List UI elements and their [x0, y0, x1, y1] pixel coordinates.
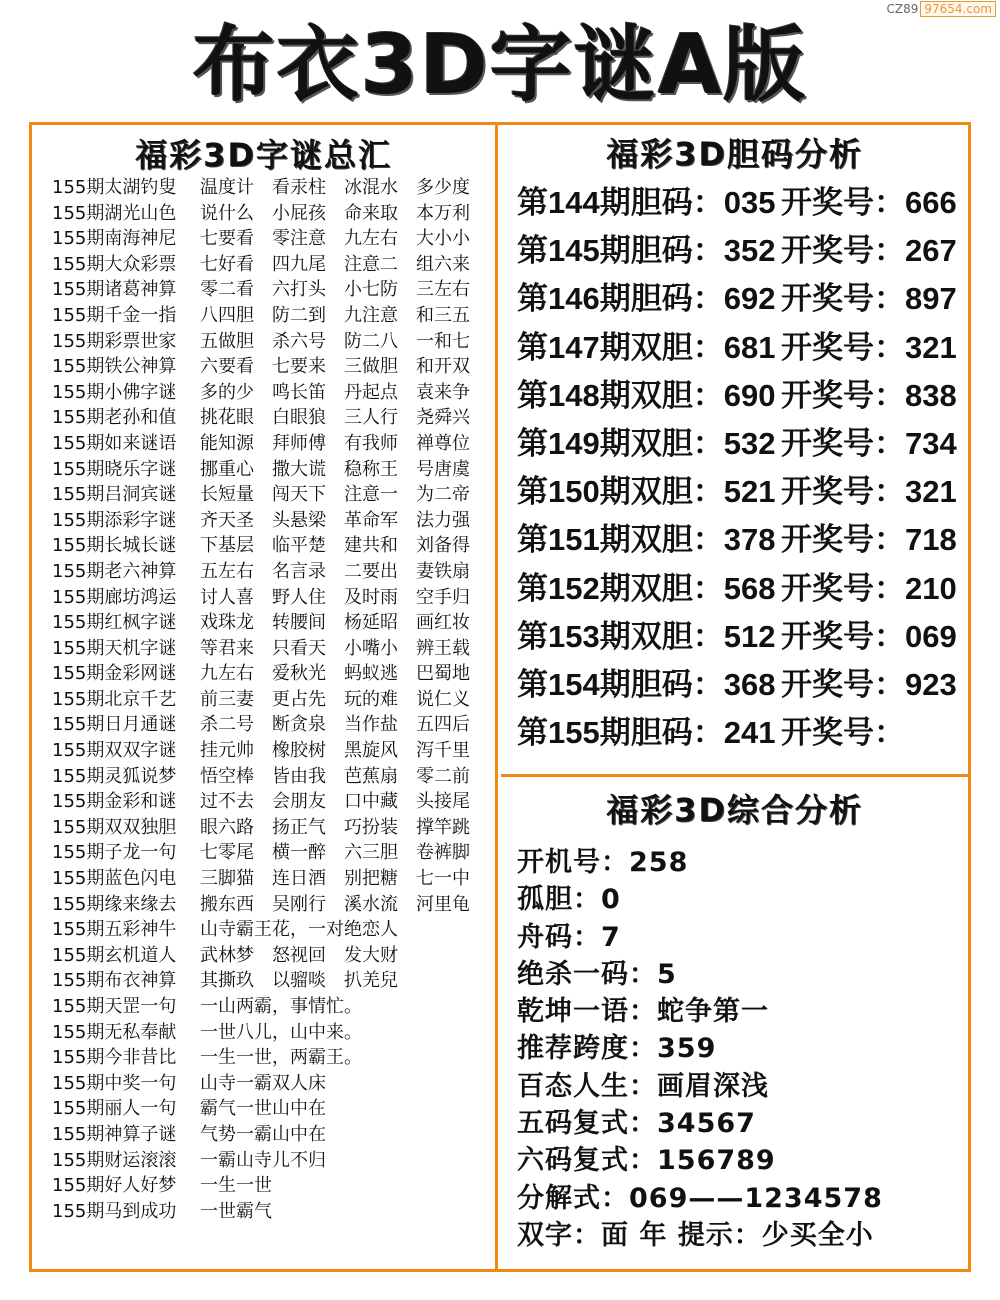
riddle-clue: 尧舜兴 — [416, 407, 470, 429]
riddle-clue: 袁来争 — [416, 381, 470, 403]
riddle-source: 155期大众彩票 — [52, 253, 177, 275]
riddle-clue: 说仁义 — [416, 688, 470, 710]
riddle-clue: 小屁孩 — [272, 202, 326, 224]
riddle-clue: 五左右 — [200, 560, 254, 582]
riddle-row — [52, 1122, 492, 1148]
riddle-clue: 头接尾 — [416, 791, 470, 813]
riddle-clue: 霸气一世山中在 — [200, 1098, 326, 1120]
riddle-clue: 名言录 — [272, 560, 326, 582]
riddle-clue: 闯天下 — [272, 484, 326, 506]
riddle-source: 155期灵狐说梦 — [52, 765, 177, 787]
info-row: 五码复式：34567 — [517, 1108, 756, 1140]
riddle-clue: 温度计 — [200, 177, 254, 198]
riddle-clue: 更占先 — [272, 688, 326, 710]
dan-code: 第149期双胆：532 — [517, 425, 776, 461]
riddle-row — [52, 175, 492, 201]
riddle-row — [52, 252, 492, 278]
riddle-source: 155期中奖一句 — [52, 1072, 177, 1094]
riddle-clue: 野人住 — [272, 586, 326, 608]
riddle-clue: 画红妆 — [416, 612, 470, 634]
riddle-source: 155期老六神算 — [52, 560, 177, 582]
riddle-clue: 断贪泉 — [272, 714, 326, 736]
riddle-source: 155期湖光山色 — [52, 202, 177, 224]
riddle-row — [52, 661, 492, 687]
riddle-clue: 三脚猫 — [200, 868, 254, 890]
dan-code: 第154期胆码：368 — [517, 666, 776, 702]
riddle-row — [52, 738, 492, 764]
riddle-clue: 扒羌兒 — [344, 970, 398, 992]
riddle-row — [52, 1199, 492, 1225]
dan-code: 第153期双胆：512 — [517, 618, 776, 654]
riddle-clue: 口中藏 — [344, 791, 398, 813]
info-row: 舟码：7 — [517, 921, 621, 953]
riddle-row — [52, 1020, 492, 1046]
riddle-clue: 河里龟 — [416, 893, 470, 915]
riddle-clue: 六打头 — [272, 279, 326, 301]
info-row: 开机号：258 — [517, 847, 689, 878]
riddle-row — [52, 1045, 492, 1071]
riddle-clue: 防二八 — [344, 330, 398, 352]
draw-number: 开奖号：267 — [781, 233, 957, 269]
riddle-source: 155期诸葛神算 — [52, 279, 177, 301]
riddle-row — [52, 968, 492, 994]
dan-code: 第150期双胆：521 — [517, 474, 776, 510]
riddle-clue: 冰混水 — [344, 177, 398, 198]
riddle-source: 155期南海神尼 — [52, 228, 177, 250]
riddle-row — [52, 482, 492, 508]
riddle-clue: 会朋友 — [272, 791, 326, 813]
watermark — [887, 2, 997, 16]
draw-number: 开奖号：069 — [781, 618, 957, 654]
riddle-clue: 七好看 — [200, 253, 254, 275]
riddle-clue: 山寺一霸双人床 — [200, 1072, 326, 1094]
riddle-clue: 鸣长笛 — [272, 381, 326, 403]
riddle-clue: 妻铁扇 — [416, 560, 470, 582]
riddle-source: 155期今非昔比 — [52, 1047, 177, 1069]
riddle-clue: 拜师傅 — [272, 432, 326, 454]
riddle-panel — [32, 125, 498, 1269]
riddle-clue: 零二看 — [200, 279, 254, 301]
riddle-source: 155期如来谜语 — [52, 432, 177, 454]
riddle-clue: 刘备得 — [416, 535, 470, 557]
riddle-clue: 扬正气 — [272, 816, 326, 838]
riddle-clue: 一生一世，两霸王。 — [200, 1047, 362, 1069]
riddle-clue: 杀六号 — [272, 330, 326, 352]
riddle-clue: 讨人喜 — [200, 586, 254, 608]
riddle-source: 155期天罡一句 — [52, 996, 177, 1017]
riddle-clue: 六要看 — [200, 356, 254, 378]
riddle-clue: 玩的难 — [344, 688, 398, 710]
riddle-row — [52, 201, 492, 227]
riddle-clue: 其撕玖 — [200, 970, 254, 992]
riddle-source: 155期缘来缘去 — [52, 893, 177, 915]
dan-row — [517, 227, 967, 275]
dan-row — [517, 179, 967, 227]
riddle-row — [52, 559, 492, 585]
dan-code: 第148期双胆：690 — [517, 377, 776, 413]
info-row: 分解式：069——1234578 — [517, 1182, 883, 1214]
riddle-clue: 巴蜀地 — [416, 663, 470, 685]
riddle-clue: 溪水流 — [344, 893, 398, 915]
riddle-clue: 齐天圣 — [200, 509, 254, 531]
riddle-clue: 眼六路 — [200, 816, 254, 838]
riddle-row — [52, 994, 492, 1020]
riddle-row — [52, 277, 492, 303]
riddle-source: 155期丽人一句 — [52, 1098, 177, 1120]
riddle-clue: 撒大谎 — [272, 458, 326, 480]
dan-row — [517, 372, 967, 420]
riddle-clue: 有我师 — [344, 432, 398, 454]
riddle-clue: 以骝啖 — [272, 970, 326, 992]
riddle-clue: 六三胆 — [344, 842, 398, 864]
riddle-clue: 悟空棒 — [200, 765, 254, 787]
info-row: 六码复式：156789 — [517, 1145, 776, 1177]
riddle-clue: 杨延昭 — [344, 612, 398, 634]
riddle-row — [52, 380, 492, 406]
riddle-row — [52, 712, 492, 738]
riddle-clue: 杀二号 — [200, 714, 254, 736]
dan-code: 第144期胆码：035 — [517, 185, 776, 220]
riddle-clue: 武林梦 — [200, 944, 254, 966]
riddle-row — [52, 431, 492, 457]
riddle-clue: 命来取 — [344, 202, 398, 224]
riddle-row — [52, 533, 492, 559]
riddle-source: 155期神算子谜 — [52, 1123, 177, 1145]
dan-code: 第146期胆码：692 — [517, 281, 776, 317]
riddle-source: 155期红枫字谜 — [52, 612, 177, 634]
riddle-clue: 多的少 — [200, 381, 254, 403]
riddle-clue: 七一中 — [416, 868, 470, 890]
riddle-clue: 为二帝 — [416, 484, 470, 506]
dan-row — [517, 420, 967, 468]
riddle-clue: 一世八儿，山中来。 — [200, 1021, 362, 1043]
riddle-clue: 及时雨 — [344, 586, 398, 608]
draw-number: 开奖号：666 — [781, 185, 957, 220]
riddle-row — [52, 1096, 492, 1122]
draw-number: 开奖号：321 — [781, 329, 957, 365]
main-title: 布衣3D字谜A版 — [192, 18, 808, 113]
riddle-source: 155期铁公神算 — [52, 356, 177, 378]
riddle-row — [52, 789, 492, 815]
riddle-clue: 四九尾 — [272, 253, 326, 275]
riddle-row — [52, 815, 492, 841]
dan-panel-title: 福彩3D胆码分析 — [606, 135, 863, 173]
riddle-clue: 一和七 — [416, 330, 470, 352]
dan-panel — [501, 125, 968, 777]
riddle-row — [52, 917, 492, 943]
draw-number: 开奖号： — [781, 715, 905, 751]
riddle-clue: 一山两霸，事情忙。 — [200, 996, 362, 1017]
riddle-clue: 挑花眼 — [200, 407, 254, 429]
draw-number: 开奖号：734 — [781, 425, 957, 461]
info-row: 乾坤一语：蛇争第一 — [517, 996, 769, 1028]
watermark-left: CZ89 — [886, 2, 919, 16]
riddle-clue: 九左右 — [344, 228, 398, 250]
riddle-clue: 只看天 — [272, 637, 326, 659]
dan-row — [517, 565, 967, 613]
riddle-clue: 皆由我 — [272, 765, 326, 787]
riddle-clue: 发大财 — [344, 944, 398, 966]
riddle-clue: 撑竿跳 — [416, 816, 470, 838]
riddle-row — [52, 585, 492, 611]
riddle-clue: 横一醉 — [272, 842, 326, 864]
riddle-clue: 辨王载 — [416, 637, 470, 659]
riddle-source: 155期布衣神算 — [52, 970, 177, 992]
riddle-clue: 泻千里 — [416, 740, 470, 762]
riddle-clue: 头悬梁 — [272, 509, 326, 531]
riddle-clue: 五四后 — [416, 714, 470, 736]
riddle-clue: 本万利 — [416, 202, 470, 224]
riddle-clue: 八四胆 — [200, 304, 254, 326]
riddle-panel-title: 福彩3D字谜总汇 — [135, 136, 392, 174]
dan-code: 第152期双胆：568 — [517, 570, 776, 606]
riddle-row — [52, 303, 492, 329]
riddle-clue: 说什么 — [200, 202, 254, 224]
info-row: 双字：面 年 提示：少买全小 — [517, 1219, 874, 1251]
riddle-source: 155期好人好梦 — [52, 1175, 177, 1197]
riddle-row — [52, 687, 492, 713]
riddle-clue: 稳称王 — [344, 458, 398, 480]
draw-number: 开奖号：718 — [781, 522, 957, 558]
riddle-clue: 和开双 — [416, 356, 470, 378]
draw-number: 开奖号：923 — [781, 666, 957, 702]
riddle-row — [52, 636, 492, 662]
riddle-row — [52, 764, 492, 790]
riddle-clue: 怒视回 — [272, 944, 326, 966]
riddle-row — [52, 866, 492, 892]
riddle-clue: 前三妻 — [200, 688, 254, 710]
riddle-clue: 过不去 — [200, 791, 254, 813]
riddle-source: 155期吕洞宾谜 — [52, 484, 177, 506]
dan-code: 第155期胆码：241 — [517, 715, 776, 751]
riddle-clue: 蚂蚁逃 — [344, 663, 398, 685]
riddle-source: 155期金彩和谜 — [52, 791, 177, 813]
riddle-clue: 空手归 — [416, 586, 470, 608]
riddle-row — [52, 1148, 492, 1174]
info-row: 百态人生：画眉深浅 — [517, 1070, 769, 1102]
riddle-clue: 零二前 — [416, 765, 470, 787]
riddle-clue: 挂元帅 — [200, 740, 254, 762]
riddle-source: 155期双双独胆 — [52, 816, 177, 838]
riddle-clue: 号唐虞 — [416, 458, 470, 480]
riddle-clue: 小嘴小 — [344, 637, 398, 659]
draw-number: 开奖号：210 — [781, 570, 957, 606]
riddle-clue: 二要出 — [344, 560, 398, 582]
dan-list — [517, 179, 967, 757]
riddle-row — [52, 508, 492, 534]
riddle-clue: 一世霸气 — [200, 1200, 272, 1222]
riddle-source: 155期小佛字谜 — [52, 381, 177, 403]
riddle-source: 155期蓝色闪电 — [52, 868, 177, 890]
info-row: 绝杀一码：5 — [517, 958, 677, 990]
info-row: 推荐跨度：359 — [517, 1033, 717, 1065]
riddle-source: 155期千金一指 — [52, 304, 177, 326]
riddle-clue: 下基层 — [200, 535, 254, 557]
riddle-clue: 等君来 — [200, 637, 254, 659]
riddle-clue: 零注意 — [272, 228, 326, 250]
riddle-clue: 临平楚 — [272, 535, 326, 557]
riddle-clue: 当作盐 — [344, 714, 398, 736]
dan-row — [517, 613, 967, 661]
riddle-clue: 气势一霸山中在 — [200, 1123, 326, 1145]
riddle-clue: 卷裤脚 — [416, 842, 470, 864]
riddle-clue: 七零尾 — [200, 842, 254, 864]
riddle-source: 155期长城长谜 — [52, 535, 177, 557]
info-list — [517, 844, 967, 1254]
draw-number: 开奖号：838 — [781, 377, 957, 413]
riddle-row — [52, 943, 492, 969]
riddle-clue: 禅尊位 — [416, 432, 470, 454]
riddle-source: 155期金彩网谜 — [52, 663, 177, 685]
riddle-clue: 五做胆 — [200, 330, 254, 352]
riddle-clue: 注意一 — [344, 484, 398, 506]
riddle-clue: 别把糖 — [344, 868, 398, 890]
riddle-clue: 爱秋光 — [272, 663, 326, 685]
riddle-list — [52, 175, 492, 1224]
dan-row — [517, 661, 967, 709]
draw-number: 开奖号：897 — [781, 281, 957, 317]
riddle-clue: 防二到 — [272, 304, 326, 326]
watermark-site: 97654.com — [920, 1, 996, 17]
riddle-source: 155期廊坊鸿运 — [52, 586, 177, 608]
riddle-row — [52, 840, 492, 866]
dan-row — [517, 324, 967, 372]
riddle-clue: 挪重心 — [200, 458, 254, 480]
riddle-row — [52, 610, 492, 636]
riddle-clue: 多少度 — [416, 177, 470, 198]
riddle-source: 155期财运滚滚 — [52, 1149, 177, 1171]
riddle-clue: 吴刚行 — [272, 893, 326, 915]
riddle-clue: 一生一世 — [200, 1175, 272, 1197]
riddle-clue: 黑旋风 — [344, 740, 398, 762]
riddle-source: 155期晓乐字谜 — [52, 458, 177, 480]
riddle-row — [52, 354, 492, 380]
riddle-source: 155期彩票世家 — [52, 330, 177, 352]
riddle-clue: 三做胆 — [344, 356, 398, 378]
riddle-clue: 芭蕉扇 — [344, 765, 398, 787]
riddle-clue: 法力强 — [416, 509, 470, 531]
riddle-row — [52, 405, 492, 431]
dan-row — [517, 275, 967, 323]
dan-code: 第151期双胆：378 — [517, 522, 776, 558]
riddle-clue: 连日酒 — [272, 868, 326, 890]
riddle-clue: 组六来 — [416, 253, 470, 275]
riddle-source: 155期马到成功 — [52, 1200, 177, 1222]
riddle-clue: 橡胶树 — [272, 740, 326, 762]
riddle-source: 155期太湖钓叟 — [52, 177, 177, 198]
riddle-clue: 建共和 — [344, 535, 398, 557]
dan-row — [517, 709, 967, 757]
riddle-clue: 小七防 — [344, 279, 398, 301]
riddle-row — [52, 1173, 492, 1199]
riddle-source: 155期老孙和值 — [52, 407, 177, 429]
riddle-clue: 和三五 — [416, 304, 470, 326]
riddle-clue: 看汞柱 — [272, 177, 326, 198]
riddle-clue: 戏珠龙 — [200, 612, 254, 634]
riddle-clue: 巧扮装 — [344, 816, 398, 838]
riddle-clue: 能知源 — [200, 432, 254, 454]
riddle-clue: 搬东西 — [200, 893, 254, 915]
draw-number: 开奖号：321 — [781, 474, 957, 510]
info-panel-title: 福彩3D综合分析 — [606, 791, 863, 829]
riddle-clue: 丹起点 — [344, 381, 398, 403]
riddle-source: 155期天机字谜 — [52, 637, 177, 659]
info-panel — [501, 778, 968, 1269]
riddle-source: 155期五彩神牛 — [52, 919, 177, 941]
riddle-clue: 长短量 — [200, 484, 254, 506]
riddle-clue: 三左右 — [416, 279, 470, 301]
riddle-source: 155期无私奉献 — [52, 1021, 177, 1043]
riddle-row — [52, 457, 492, 483]
dan-row — [517, 468, 967, 516]
riddle-clue: 七要看 — [200, 228, 254, 250]
riddle-row — [52, 1071, 492, 1097]
riddle-clue: 三人行 — [344, 407, 398, 429]
info-row: 孤胆：0 — [517, 884, 621, 916]
riddle-source: 155期玄机道人 — [52, 944, 177, 966]
dan-code: 第145期胆码：352 — [517, 233, 776, 269]
riddle-source: 155期北京千艺 — [52, 688, 177, 710]
riddle-source: 155期添彩字谜 — [52, 509, 177, 531]
riddle-source: 155期日月通谜 — [52, 714, 177, 736]
riddle-clue: 一霸山寺儿不归 — [200, 1149, 326, 1171]
riddle-clue: 山寺霸王花，一对绝恋人 — [200, 919, 398, 941]
riddle-clue: 九左右 — [200, 663, 254, 685]
riddle-clue: 革命军 — [344, 509, 398, 531]
dan-code: 第147期双胆：681 — [517, 329, 776, 365]
dan-row — [517, 516, 967, 564]
riddle-row — [52, 892, 492, 918]
riddle-clue: 九注意 — [344, 304, 398, 326]
riddle-clue: 转腰间 — [272, 612, 326, 634]
riddle-clue: 大小小 — [416, 228, 470, 250]
riddle-source: 155期子龙一句 — [52, 842, 177, 864]
riddle-clue: 注意二 — [344, 253, 398, 275]
riddle-row — [52, 329, 492, 355]
riddle-source: 155期双双字谜 — [52, 740, 177, 762]
riddle-clue: 白眼狼 — [272, 407, 326, 429]
riddle-clue: 七要来 — [272, 356, 326, 378]
riddle-row — [52, 226, 492, 252]
